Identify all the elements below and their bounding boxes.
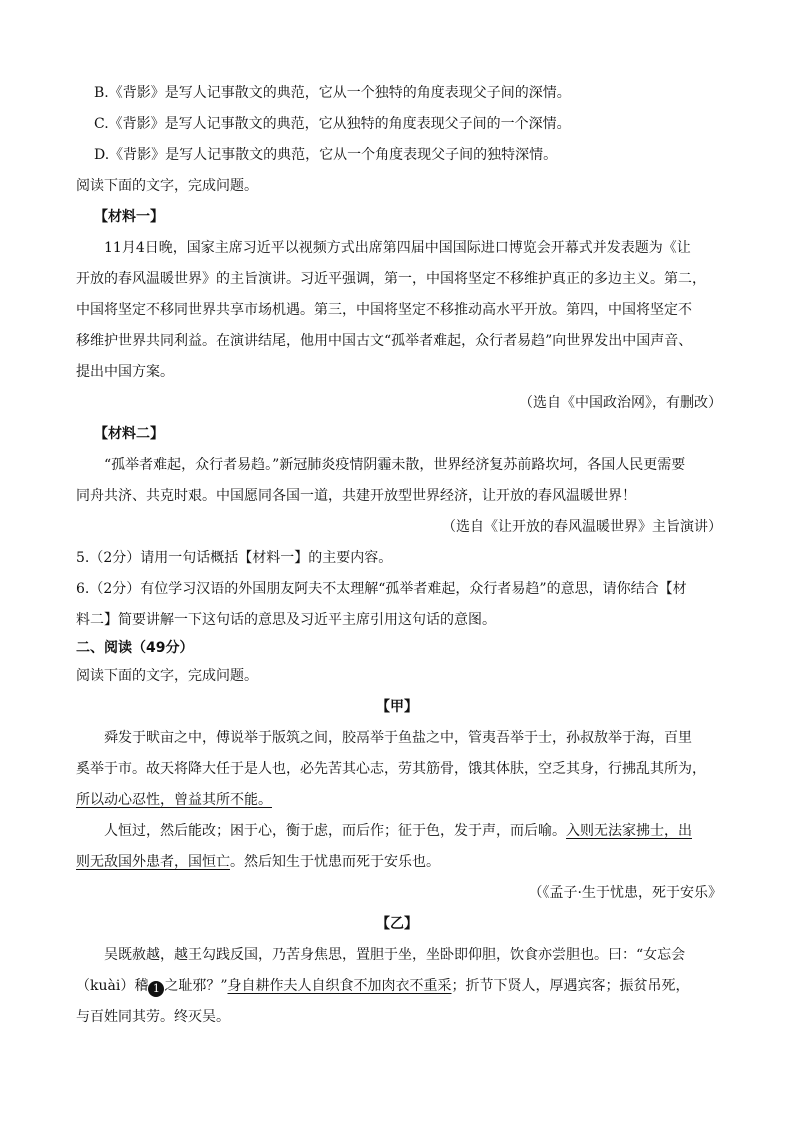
material-1-line-4: 移维护世界共同利益。在演讲结尾，他用中国古文“孤举者难起，众行者易趋”向世界发出中国声音、 [76, 333, 693, 349]
passage-jia-underlined-sentence-end: 则无敌国外患者，国恒亡 [76, 854, 230, 870]
passage-jia-line-3: 所以动心忍性，曾益其所不能。 [76, 792, 272, 808]
passage-jia-line-5 [76, 853, 440, 871]
footnote-marker-circle: 1 [148, 981, 164, 997]
material-1-line-1: 11月4日晚，国家主席习近平以视频方式出席第四届中国国际进口博览会开幕式并发表题为《让 [104, 240, 691, 256]
passage-yi-line-1: 吴既赦越，越王勾践反国，乃苦身焦思，置胆于坐，坐卧即仰胆，饮食亦尝胆也。曰：“女忘会 [104, 947, 686, 963]
material-1-line-3: 中国将坚定不移同世界共享市场机遇。第三，中国将坚定不移推动高水平开放。第四，中国将坚定不 [76, 302, 692, 318]
passage-jia-line-1: 舜发于畎亩之中，傅说举于版筑之间，胶鬲举于鱼盐之中，管夷吾举于士，孙叔敖举于海，百里 [104, 730, 692, 746]
question-6-line-1: 6.（2分）有位学习汉语的外国朋友阿夫不太理解“孤举者难起，众行者易趋”的意思，请你结合【材 [76, 581, 687, 597]
material-1-line-5: 提出中国方案。 [76, 364, 174, 380]
passage-yi-line-2 [76, 977, 690, 997]
material-2-source: （选自《让开放的春风温暖世界》主旨演讲） [442, 519, 722, 535]
passage-yi-heading: 【乙】 [376, 916, 418, 932]
reading-intro-2: 阅读下面的文字，完成问题。 [76, 668, 258, 684]
material-2-heading: 【材料二】 [94, 426, 164, 442]
passage-jia-heading: 【甲】 [376, 699, 418, 715]
section-2-title: 二、阅读（49分） [76, 640, 194, 656]
material-1-line-2: 开放的春风温暖世界》的主旨演讲。习近平强调，第一，中国将坚定不移维护真正的多边主义。第二， [76, 271, 706, 287]
passage-yi-underlined-sentence: 身自耕作夫人自织食不加肉衣不重采 [227, 978, 452, 994]
question-5: 5.（2分）请用一句话概括【材料一】的主要内容。 [76, 550, 393, 566]
passage-jia-line-5-text: 。然后知生于忧患而死于安乐也。 [230, 854, 440, 870]
material-2-line-1: “孤举者难起，众行者易趋。”新冠肺炎疫情阴霾未散，世界经济复苏前路坎坷，各国人民更需要 [104, 457, 686, 473]
passage-jia-line-4-text: 人恒过，然后能改；困于心，衡于虑，而后作；征于色，发于声，而后喻。 [104, 823, 566, 839]
passage-yi-line-2-text-c: ；折节下贤人，厚遇宾客；振贫吊死， [451, 978, 690, 994]
passage-yi-line-2-text-b: 之耻邪？” [164, 978, 228, 994]
option-b: B.《背影》是写人记事散文的典范，它从一个独特的角度表现父子间的深情。 [94, 85, 571, 101]
option-d: D.《背影》是写人记事散文的典范，它从一个角度表现父子间的独特深情。 [94, 147, 558, 163]
passage-jia-underlined-sentence-start: 入则无法家拂士，出 [566, 823, 692, 839]
passage-jia-line-4 [104, 822, 692, 840]
question-6-line-2: 料二】简要讲解一下这句话的意思及习近平主席引用这句话的意图。 [76, 612, 496, 628]
passage-jia-line-2: 奚举于市。故天将降大任于是人也，必先苦其心志，劳其筋骨，饿其体肤，空乏其身，行拂乱其所为， [76, 761, 706, 777]
material-1-source: （选自《中国政治网》，有删改） [519, 395, 722, 411]
material-2-line-2: 同舟共济、共克时艰。中国愿同各国一道，共建开放型世界经济，让开放的春风温暖世界！ [76, 488, 636, 504]
option-c: C.《背影》是写人记事散文的典范，它从独特的角度表现父子间的一个深情。 [94, 116, 571, 132]
material-1-heading: 【材料一】 [94, 209, 164, 225]
reading-intro-1: 阅读下面的文字，完成问题。 [76, 178, 258, 194]
passage-yi-line-2-text-a: （kuài）稽 [76, 978, 149, 994]
passage-jia-source: （《孟子·生于忧患，死于安乐》 [528, 885, 722, 901]
passage-yi-line-3: 与百姓同其劳。终灭吴。 [76, 1009, 230, 1025]
